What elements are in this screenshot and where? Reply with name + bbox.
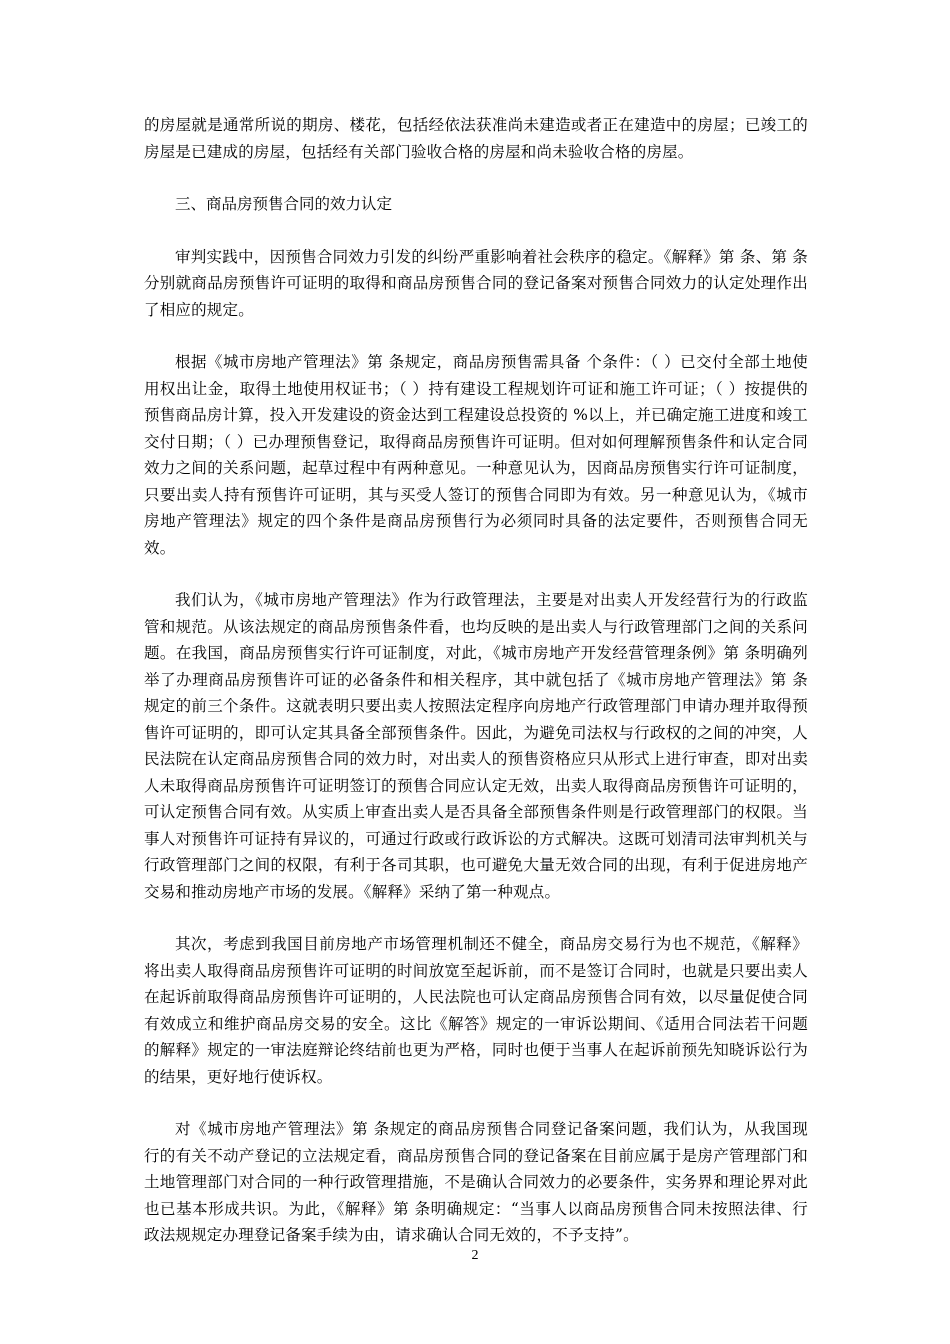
document-body [144, 112, 808, 1275]
paragraph: 审判实践中，因预售合同效力引发的纠纷严重影响着社会秩序的稳定。《解释》第 条、第 条分别就商品房预售许可证明的取得和商品房预售合同的登记备案对预售合同效力的认定处理作出了相应的规定。 [144, 247, 808, 319]
paragraph: 对《城市房地产管理法》第 条规定的商品房预售合同登记备案问题，我们认为，从我国现行的有关不动产登记的立法规定看，商品房预售合同的登记备案在目前应属于是房产管理部门和土地管理部门对合同的一种行政管理措施，不是确认合同效力的必要条件，实务界和理论界对此也已基本形成共识。为此，《解释》第 条明确规定：“当事人以商品房预售合同未按照法律、行政法规规定办理登记备案手续为由，请求确认合同无效的，不予支持”。 [144, 1120, 808, 1244]
section-heading: 三、商品房预售合同的效力认定 [175, 195, 393, 213]
paragraph: 我们认为，《城市房地产管理法》作为行政管理法，主要是对出卖人开发经营行为的行政监管和规范。从该法规定的商品房预售条件看，也均反映的是出卖人与行政管理部门之间的关系问题。在我国，商品房预售实行许可证制度，对此，《城市房地产开发经营管理条例》第 条明确列举了办理商品房预售许可证的必备条件和相关程序，其中就包括了《城市房地产管理法》第 条规定的前三个条件。这就表明只要出卖人按照法定程序向房地产行政管理部门申请办理并取得预售许可证明的，即可认定其具备全部预售条件。因此，为避免司法权与行政权的之间的冲突，人民法院在认定商品房预售合同的效力时，对出卖人的预售资格应只从形式上进行审查，即对出卖人未取得商品房预售许可证明签订的预售合同应认定无效，出卖人取得商品房预售许可证明的，可认定预售合同有效。从实质上审查出卖人是否具备全部预售条件则是行政管理部门的权限。当事人对预售许可证持有异议的，可通过行政或行政诉讼的方式解决。这既可划清司法审判机关与行政管理部门之间的权限，有利于各司其职，也可避免大量无效合同的出现，有利于促进房地产交易和推动房地产市场的发展。《解释》采纳了第一种观点。 [144, 591, 808, 901]
paragraph: 其次，考虑到我国目前房地产市场管理机制还不健全，商品房交易行为也不规范，《解释》将出卖人取得商品房预售许可证明的时间放宽至起诉前，而不是签订合同时，也就是只要出卖人在起诉前取得商品房预售许可证明的，人民法院也可认定商品房预售合同有效，以尽量促使合同有效成立和维护商品房交易的安全。这比《解答》规定的一审诉讼期间、《适用合同法若干问题的解释》规定的一审法庭辩论终结前也更为严格，同时也便于当事人在起诉前预先知晓诉讼行为的结果，更好地行使诉权。 [144, 935, 808, 1086]
paragraph-continuation: 的房屋就是通常所说的期房、楼花，包括经依法获准尚未建造或者正在建造中的房屋；已竣工的房屋是已建成的房屋，包括经有关部门验收合格的房屋和尚未验收合格的房屋。 [144, 116, 808, 161]
page-number: 2 [471, 1248, 479, 1263]
paragraph: 根据《城市房地产管理法》第 条规定，商品房预售需具备 个条件：（ ）已交付全部土地使用权出让金，取得土地使用权证书；（ ）持有建设工程规划许可证和施工许可证；（ ）按提供的预售商品房计算，投入开发建设的资金达到工程建设总投资的 %以上，并已确定施工进度和竣工交付日期；（ ）已办理预售登记，取得商品房预售许可证明。但对如何理解预售条件和认定合同效力之间的关系问题，起草过程中有两种意见。一种意见认为，因商品房预售实行许可证制度，只要出卖人持有预售许可证明，其与买受人签订的预售合同即为有效。另一种意见认为，《城市房地产管理法》规定的四个条件是商品房预售行为必须同时具备的法定要件，否则预售合同无效。 [144, 353, 808, 557]
